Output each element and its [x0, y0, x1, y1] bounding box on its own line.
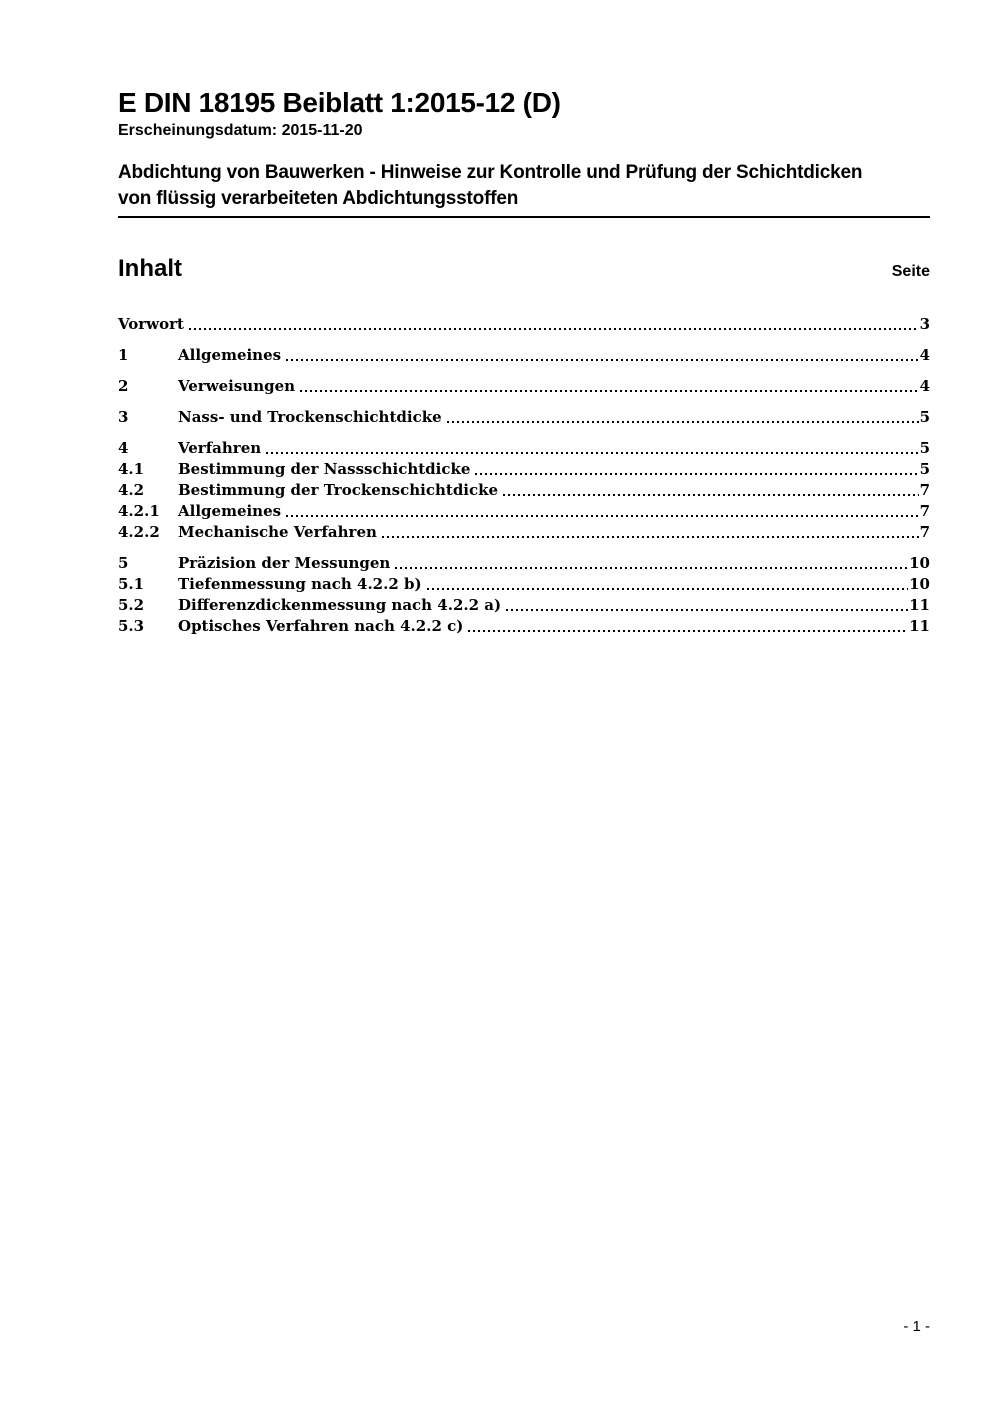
toc-entry[interactable] — [118, 553, 930, 574]
toc-entry[interactable] — [118, 345, 930, 366]
toc-entry-page: 5 — [919, 439, 930, 457]
toc-entry-page: 4 — [919, 377, 930, 395]
toc-entry-page: 3 — [919, 315, 930, 333]
toc-entry-number: 5.3 — [118, 617, 145, 635]
toc-heading: Inhalt — [118, 255, 182, 282]
toc-group — [118, 314, 930, 335]
toc-group — [118, 345, 930, 366]
toc-entry-title: Allgemeines — [178, 346, 282, 364]
toc-entry-number: 4.2.1 — [118, 502, 160, 520]
toc-leader-dots — [395, 567, 908, 569]
toc-entry[interactable] — [118, 595, 930, 616]
toc-group — [118, 438, 930, 543]
toc-leader-dots — [382, 536, 919, 538]
toc-entry-title: Optisches Verfahren nach 4.2.2 c) — [178, 617, 464, 635]
toc-entry-title: Verweisungen — [178, 377, 296, 395]
toc-group — [118, 376, 930, 397]
toc-entry[interactable] — [118, 480, 930, 501]
toc-page-column-label: Seite — [891, 263, 930, 280]
toc-leader-dots — [189, 328, 919, 330]
toc-group — [118, 553, 930, 637]
toc-leader-dots — [475, 473, 918, 475]
toc-entry-number: 2 — [118, 377, 129, 395]
toc-entry-title: Tiefenmessung nach 4.2.2 b) — [178, 575, 422, 593]
page-content — [118, 88, 930, 647]
toc-entry-number: 5 — [118, 554, 129, 572]
toc-entry-title: Allgemeines — [178, 502, 282, 520]
toc-entry-title: Präzision der Messungen — [178, 554, 391, 572]
toc-entry-page: 11 — [909, 596, 930, 614]
toc-leader-dots — [286, 515, 918, 517]
toc-entry[interactable] — [118, 616, 930, 637]
toc-list — [118, 314, 930, 637]
toc-entry[interactable] — [118, 376, 930, 397]
subtitle-line-2: von flüssig verarbeiteten Abdichtungsstoffen — [118, 188, 519, 209]
toc-leader-dots — [300, 390, 919, 392]
toc-entry[interactable] — [118, 522, 930, 543]
toc-entry[interactable] — [118, 438, 930, 459]
toc-entry-page: 10 — [909, 575, 930, 593]
toc-entry[interactable] — [118, 407, 930, 428]
toc-header-row — [118, 256, 930, 282]
toc-entry-title: Bestimmung der Trockenschichtdicke — [178, 481, 499, 499]
toc-entry-number: 5.2 — [118, 596, 145, 614]
toc-leader-dots — [286, 359, 918, 361]
document-title: E DIN 18195 Beiblatt 1:2015-12 (D) — [118, 87, 561, 118]
subtitle-line-1: Abdichtung von Bauwerken - Hinweise zur Kontrolle und Prüfung der Schichtdicken — [118, 162, 863, 183]
toc-leader-dots — [447, 421, 919, 423]
toc-entry-title: Verfahren — [178, 439, 262, 457]
toc-leader-dots — [266, 452, 918, 454]
toc-entry-page: 7 — [919, 523, 930, 541]
toc-entry[interactable] — [118, 314, 930, 335]
toc-leader-dots — [506, 609, 908, 611]
toc-entry-number: 1 — [118, 346, 129, 364]
document-subtitle — [118, 160, 930, 218]
toc-leader-dots — [427, 588, 909, 590]
toc-entry[interactable] — [118, 574, 930, 595]
toc-entry-page: 7 — [919, 502, 930, 520]
footer-page-number: - 1 - — [903, 1318, 930, 1335]
toc-entry-number: 4.2.2 — [118, 523, 160, 541]
toc-entry-number: 3 — [118, 408, 129, 426]
toc-entry-number: 4.1 — [118, 460, 145, 478]
toc-entry-page: 5 — [919, 408, 930, 426]
toc-entry-number: 4.2 — [118, 481, 145, 499]
toc-entry-page: 11 — [909, 617, 930, 635]
toc-entry-title: Differenzdickenmessung nach 4.2.2 a) — [178, 596, 502, 614]
toc-group — [118, 407, 930, 428]
toc-entry-page: 10 — [909, 554, 930, 572]
toc-entry[interactable] — [118, 459, 930, 480]
toc-entry-title: Mechanische Verfahren — [178, 523, 377, 541]
toc-entry-title: Bestimmung der Nassschichtdicke — [178, 460, 471, 478]
toc-entry-number: 5.1 — [118, 575, 145, 593]
publication-date: Erscheinungsdatum: 2015-11-20 — [118, 122, 363, 139]
toc-entry-page: 4 — [919, 346, 930, 364]
toc-entry-page: 5 — [919, 460, 930, 478]
toc-entry-title: Nass- und Trockenschichtdicke — [178, 408, 442, 426]
toc-entry-title: Vorwort — [118, 315, 184, 333]
toc-entry-page: 7 — [919, 481, 930, 499]
toc-leader-dots — [468, 630, 908, 632]
toc-entry-number: 4 — [118, 439, 129, 457]
toc-leader-dots — [503, 494, 918, 496]
toc-entry[interactable] — [118, 501, 930, 522]
